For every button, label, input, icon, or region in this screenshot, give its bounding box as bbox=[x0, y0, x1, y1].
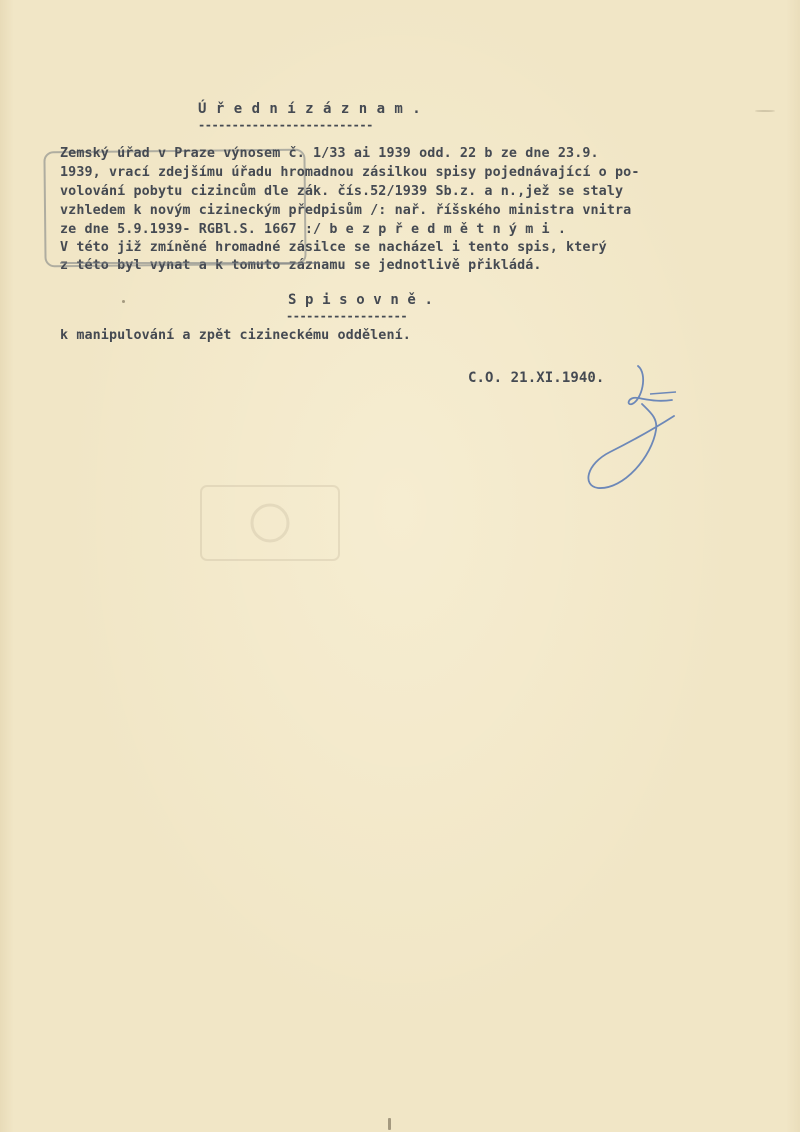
document-title: Ú ř e d n í z á z n a m . bbox=[198, 101, 422, 117]
handwritten-signature-icon bbox=[580, 360, 690, 500]
body-line-4: vzhledem k novým cizineckým předpisům /: nař. říšského ministra vnitra bbox=[60, 203, 632, 218]
place-date: C.O. 21.XI.1940. bbox=[468, 370, 605, 386]
body-line-1: Zemský úřad v Praze výnosem č. 1/33 ai 1939 odd. 22 b ze dne 23.9. bbox=[60, 146, 599, 161]
faint-seal-icon bbox=[195, 478, 345, 568]
body-line-3: volování pobytu cizincům dle zák. čís.52/1939 Sb.z. a n.,jež se staly bbox=[60, 184, 624, 199]
body-line-2: 1939, vrací zdejšímu úřadu hromadnou zásilkou spisy pojednávající o po- bbox=[60, 165, 640, 180]
body-line-5: ze dne 5.9.1939- RGBl.S. 1667 :/ b e z p ř e d m ě t n ý m i . bbox=[60, 222, 567, 237]
stamp-strike-line bbox=[60, 262, 320, 264]
paper-speck bbox=[122, 300, 125, 303]
routing-note: k manipulování a zpět cizineckému oddělení. bbox=[60, 328, 411, 343]
title-underline: -------------------------- bbox=[198, 118, 373, 132]
paper-speck bbox=[388, 1118, 391, 1130]
section-title: S p i s o v n ě . bbox=[288, 292, 433, 308]
section-underline: ------------------ bbox=[286, 309, 408, 323]
body-line-6: V této již zmíněné hromadné zásilce se nacházel i tento spis, který bbox=[60, 240, 607, 255]
paper-speck bbox=[755, 110, 775, 112]
body-line-7: z této byl vynat a k tomuto záznamu se jednotlivě přikládá. bbox=[60, 258, 542, 273]
